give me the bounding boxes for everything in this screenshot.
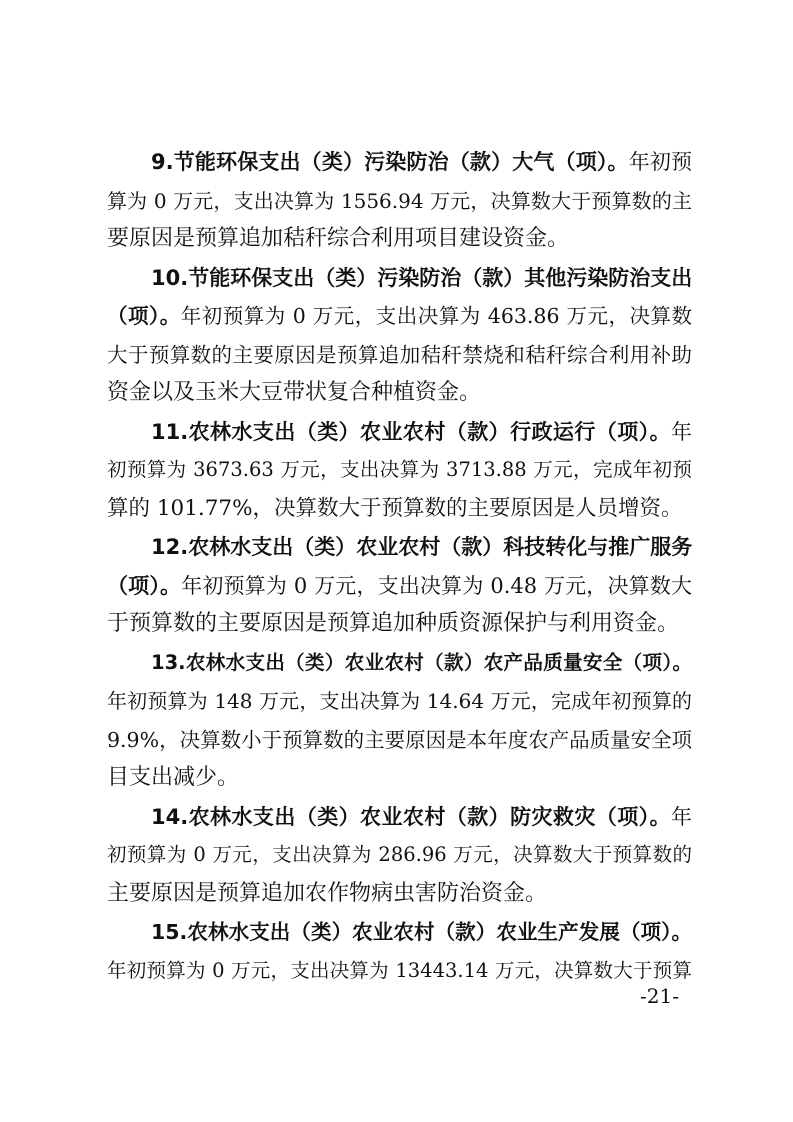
paragraph-line xyxy=(107,763,692,793)
line-text: 算的 101.77%，决算数大于预算数的主要原因是人员增资。 xyxy=(107,496,683,521)
paragraph-line xyxy=(107,840,692,870)
paragraph-line xyxy=(107,725,692,755)
paragraph-line xyxy=(107,378,692,408)
item-heading: 10.节能环保支出（类）污染防治（款）其他污染防治支出 xyxy=(151,266,693,290)
line-text: 资金以及玉米大豆带状复合种植资金。 xyxy=(107,380,482,405)
paragraph-line xyxy=(151,263,692,293)
paragraph-line xyxy=(151,917,692,947)
line-text: 年初预 xyxy=(628,150,692,174)
item-heading: 12.农林水支出（类）农业农村（款）科技转化与推广服务 xyxy=(151,535,693,559)
paragraph-line xyxy=(107,494,692,524)
line-text: 要原因是预算追加秸秆综合利用项目建设资金。 xyxy=(107,226,570,251)
item-heading: 15.农林水支出（类）农业农村（款）农业生产发展（项）。 xyxy=(151,920,692,944)
item-heading: 14.农林水支出（类）农业农村（款）防灾救灾（项）。 xyxy=(151,805,671,829)
line-text: 年初预算为 0 万元，支出决算为 13443.14 万元，决算数大于预算 xyxy=(107,959,692,982)
paragraph-line xyxy=(107,879,692,909)
paragraph-line xyxy=(107,686,692,716)
item-heading: 9.节能环保支出（类）污染防治（款）大气（项）。 xyxy=(151,150,629,174)
line-text: 年初预算为 148 万元，支出决算为 14.64 万元，完成年初预算的 xyxy=(107,689,692,713)
paragraph-line xyxy=(107,340,692,370)
paragraph-line xyxy=(107,224,692,254)
paragraph-line xyxy=(151,802,692,832)
paragraph-line xyxy=(107,571,692,601)
line-text: 主要原因是预算追加农作物病虫害防治资金。 xyxy=(107,881,548,906)
paragraph-line xyxy=(151,147,692,177)
page-number: -21- xyxy=(640,984,679,1008)
line-text: 初预算为 0 万元，支出决算为 286.96 万元，决算数大于预算数的 xyxy=(107,843,692,866)
line-text: 年 xyxy=(671,420,692,444)
line-text: 算为 0 万元，支出决算为 1556.94 万元，决算数大于预算数的主 xyxy=(107,189,692,213)
item-heading: （项）。 xyxy=(107,574,182,598)
item-heading: 13.农林水支出（类）农业农村（款）农产品质量安全（项）。 xyxy=(151,651,692,674)
paragraph-line xyxy=(107,609,692,639)
line-text: 初预算为 3673.63 万元，支出决算为 3713.88 万元，完成年初预 xyxy=(107,458,692,481)
line-text: 年初预算为 0 万元，支出决算为 0.48 万元，决算数大 xyxy=(181,574,693,598)
paragraph-line xyxy=(151,417,692,447)
paragraph-line xyxy=(151,648,692,678)
line-text: 9.9%，决算数小于预算数的主要原因是本年度农产品质量安全项 xyxy=(107,728,693,752)
paragraph-line xyxy=(107,186,692,216)
line-text: 年初预算为 0 万元，支出决算为 463.86 万元，决算数 xyxy=(180,304,693,328)
paragraph-line xyxy=(107,455,692,485)
line-text: 年 xyxy=(671,805,692,829)
line-text: 于预算数的主要原因是预算追加种质资源保护与利用资金。 xyxy=(107,611,680,636)
paragraph-line xyxy=(151,532,692,562)
item-heading: （项）。 xyxy=(107,304,181,328)
item-heading: 11.农林水支出（类）农业农村（款）行政运行（项）。 xyxy=(151,420,671,444)
paragraph-line xyxy=(107,301,692,331)
line-text: 大于预算数的主要原因是预算追加秸秆禁烧和秸秆综合利用补助 xyxy=(107,343,692,367)
line-text: 目支出减少。 xyxy=(107,765,240,790)
paragraph-line xyxy=(107,956,692,986)
